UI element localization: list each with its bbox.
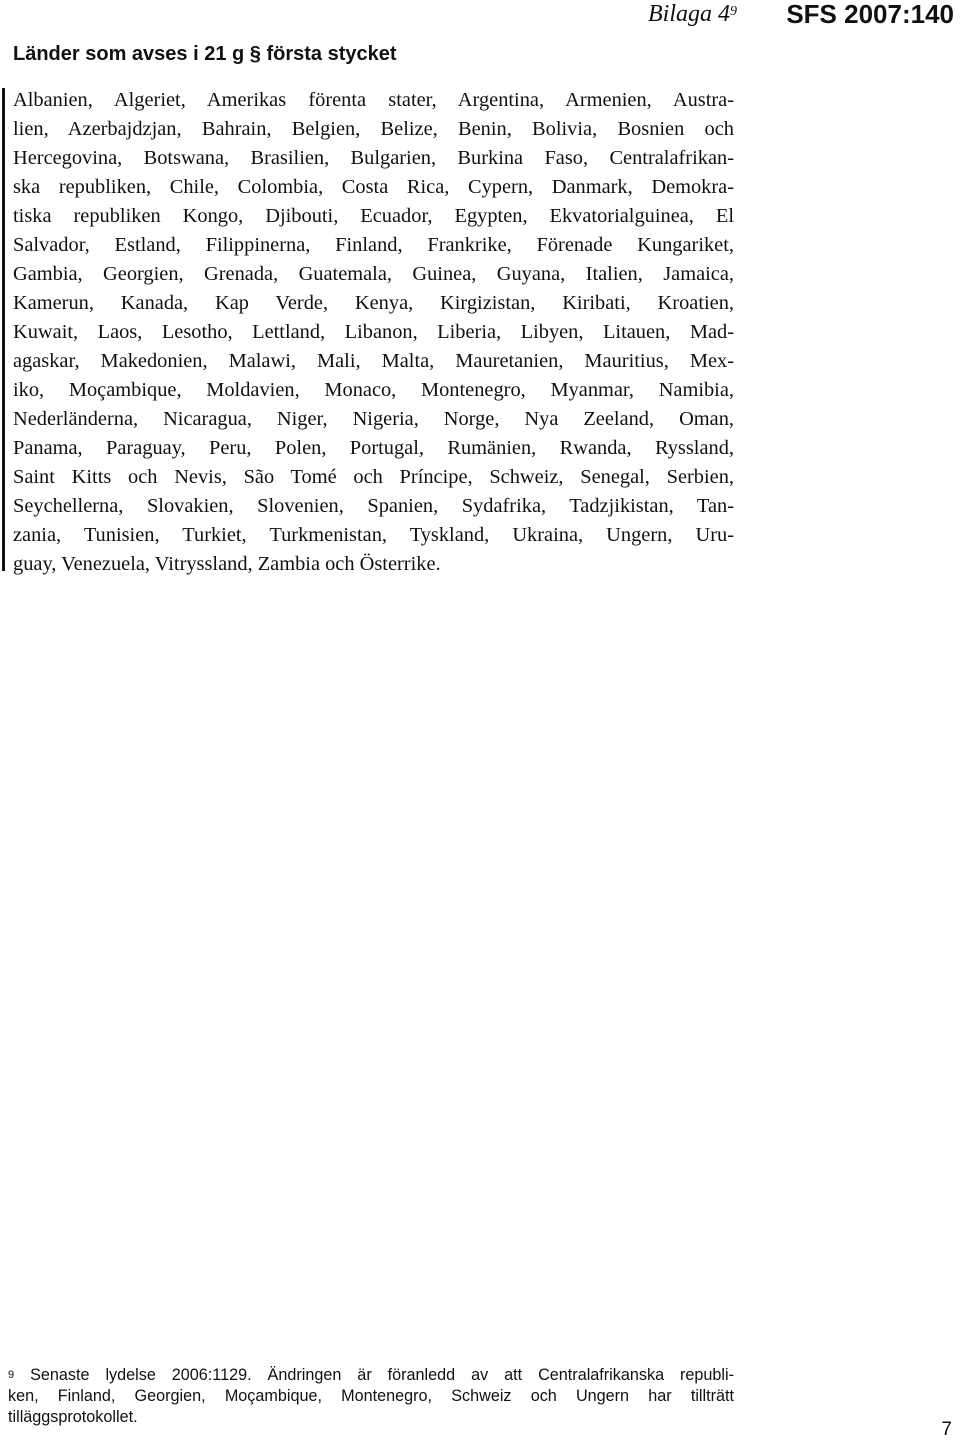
country-list-line: Gambia, Georgien, Grenada, Guatemala, Guinea, Guyana, Italien, Jamaica, xyxy=(13,263,734,285)
country-list-line: tiska republiken Kongo, Djibouti, Ecuador, Egypten, Ekvatorialguinea, El xyxy=(13,205,734,227)
sfs-number: SFS 2007:140 xyxy=(786,0,954,29)
country-list-line: Nederländerna, Nicaragua, Niger, Nigeria, Norge, Nya Zeeland, Oman, xyxy=(13,408,734,430)
country-list-line: iko, Moçambique, Moldavien, Monaco, Montenegro, Myanmar, Namibia, xyxy=(13,379,734,401)
country-list-line: Albanien, Algeriet, Amerikas förenta stater, Argentina, Armenien, Austra- xyxy=(13,89,734,111)
footnote-line: tilläggsprotokollet. xyxy=(8,1408,138,1426)
footnote-line: ken, Finland, Georgien, Moçambique, Montenegro, Schweiz och Ungern har tillträtt xyxy=(8,1387,734,1405)
page-number: 7 xyxy=(941,1419,952,1440)
appendix-label-text: Bilaga 4 xyxy=(648,1,730,27)
country-list-line: agaskar, Makedonien, Malawi, Mali, Malta, Mauretanien, Mauritius, Mex- xyxy=(13,350,734,372)
country-list xyxy=(13,86,734,579)
country-list-line: Saint Kitts och Nevis, São Tomé och Príncipe, Schweiz, Senegal, Serbien, xyxy=(13,466,734,488)
country-list-line: Seychellerna, Slovakien, Slovenien, Spanien, Sydafrika, Tadzjikistan, Tan- xyxy=(13,495,734,517)
footnote-marker: 9 xyxy=(8,1369,15,1381)
footnote xyxy=(8,1365,734,1428)
footnote-line xyxy=(8,1365,734,1386)
country-list-line: ska republiken, Chile, Colombia, Costa Rica, Cypern, Danmark, Demokra- xyxy=(13,176,734,198)
footnote-text: Senaste lydelse 2006:1129. Ändringen är föranledd av att Centralafrikanska republi- xyxy=(30,1366,735,1384)
change-bar xyxy=(2,88,5,571)
country-list-line: Kuwait, Laos, Lesotho, Lettland, Libanon, Liberia, Libyen, Litauen, Mad- xyxy=(13,321,734,343)
country-list-line: lien, Azerbajdzjan, Bahrain, Belgien, Belize, Benin, Bolivia, Bosnien och xyxy=(13,118,734,140)
country-list-line: Hercegovina, Botswana, Brasilien, Bulgarien, Burkina Faso, Centralafrikan- xyxy=(13,147,734,169)
country-list-line: Kamerun, Kanada, Kap Verde, Kenya, Kirgizistan, Kiribati, Kroatien, xyxy=(13,292,734,314)
country-list-line: guay, Venezuela, Vitryssland, Zambia och Österrike. xyxy=(13,553,441,575)
country-list-line: Panama, Paraguay, Peru, Polen, Portugal, Rumänien, Rwanda, Ryssland, xyxy=(13,437,734,459)
country-list-line: zania, Tunisien, Turkiet, Turkmenistan, Tyskland, Ukraina, Ungern, Uru- xyxy=(13,524,734,546)
appendix-label xyxy=(648,0,737,28)
country-list-line: Salvador, Estland, Filippinerna, Finland, Frankrike, Förenade Kungariket, xyxy=(13,234,734,256)
appendix-footnote-ref: 9 xyxy=(730,4,737,19)
section-heading: Länder som avses i 21 g § första stycket xyxy=(13,43,397,65)
